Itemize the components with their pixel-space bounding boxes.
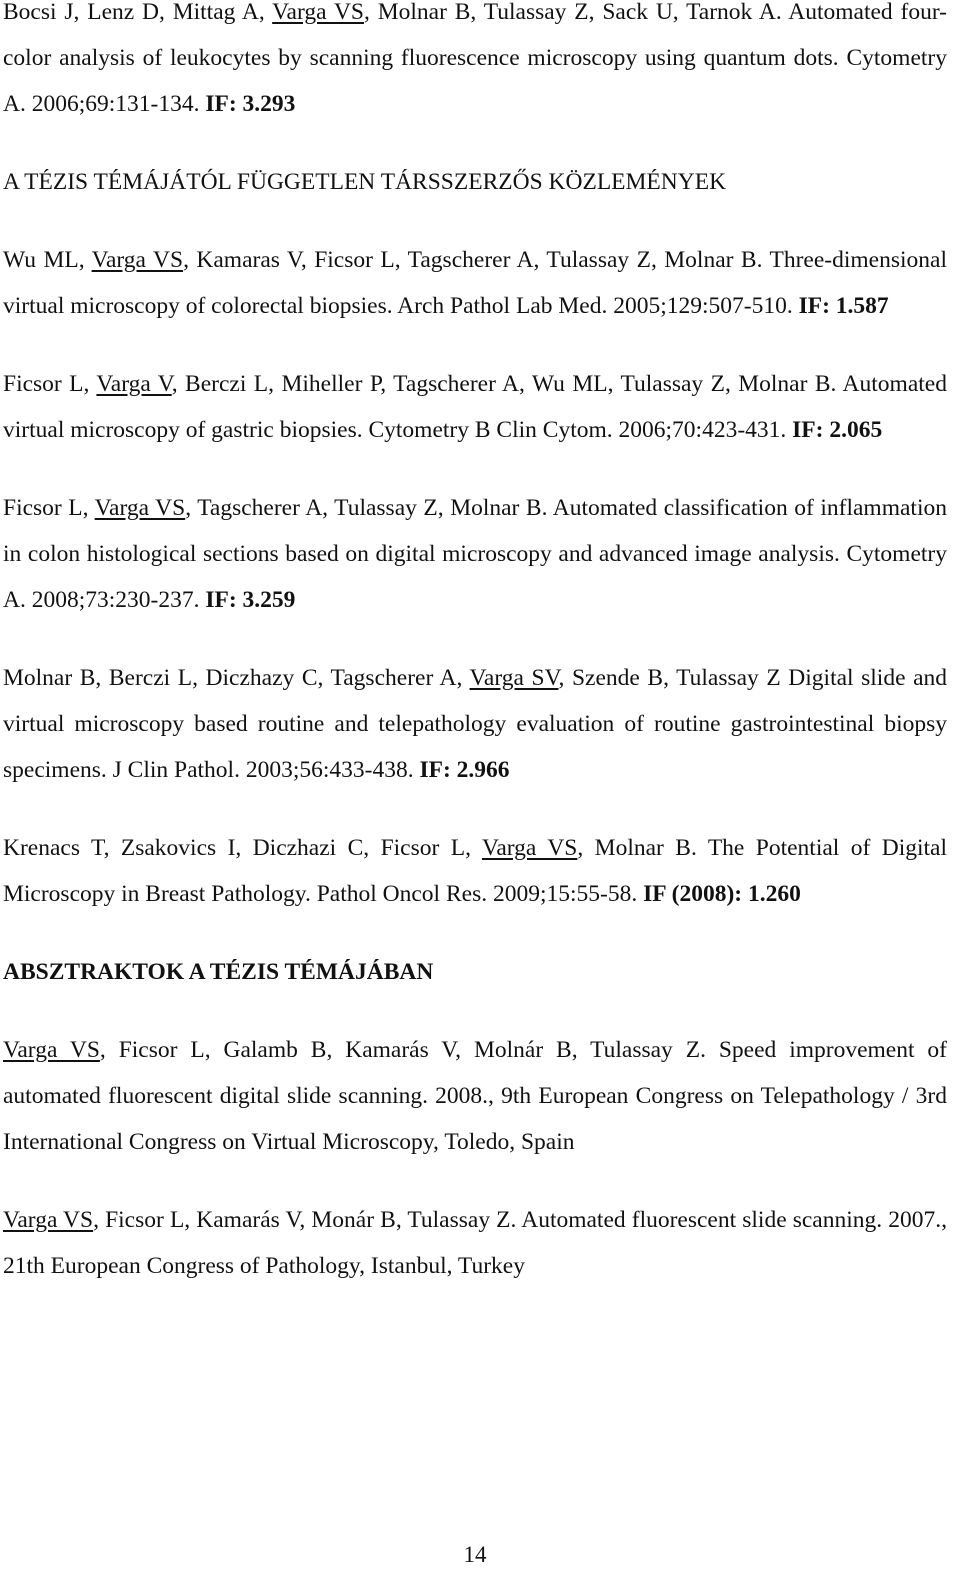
reference-ficsor-2006: Ficsor L, Varga V, Berczi L, Miheller P, Tagscherer A, Wu ML, Tulassay Z, Molnar B. Automated virtual microscopy of gastric biopsies. Cytometry B Clin Cytom. 2006;70:423-431. IF: 2.065 xyxy=(3,371,947,443)
author-highlight: Varga VS xyxy=(3,1037,100,1063)
author-highlight: Varga VS xyxy=(272,0,365,25)
reference-molnar-2003: Molnar B, Berczi L, Diczhazy C, Tagscherer A, Varga SV, Szende B, Tulassay Z Digital slide and virtual microscopy based routine and telepathology evaluation of routine gastrointestinal biopsy specimens. J Clin Pathol. 2003;56:433-438. IF: 2.966 xyxy=(3,665,948,783)
impact-factor: IF: 2.065 xyxy=(792,417,883,443)
abstract-varga-2008: Varga VS, Ficsor L, Galamb B, Kamarás V, Molnár B, Tulassay Z. Speed improvement of automated fluorescent digital slide scanning. 2008., 9th European Congress on Telepathology / 3rd International Congress on Virtual Microscopy, Toledo, Spain xyxy=(3,1037,947,1155)
author-highlight: Varga VS xyxy=(481,835,578,861)
impact-factor: IF: 3.259 xyxy=(205,587,296,613)
author-highlight: Varga VS xyxy=(94,495,186,521)
reference-wu-2005: Wu ML, Varga VS, Kamaras V, Ficsor L, Tagscherer A, Tulassay Z, Molnar B. Three-dimensional virtual microscopy of colorectal biopsies. Arch Pathol Lab Med. 2005;129:507-510. IF: 1.587 xyxy=(3,247,947,319)
author-highlight: Varga SV xyxy=(469,665,559,691)
author-highlight: Varga V xyxy=(96,371,172,397)
impact-factor: IF: 2.966 xyxy=(419,757,510,783)
page-number: 14 xyxy=(463,1542,487,1567)
reference-ficsor-2008: Ficsor L, Varga VS, Tagscherer A, Tulassay Z, Molnar B. Automated classification of inflammation in colon histological sections based on digital microscopy and advanced image analysis. Cytometry A. 2008;73:230-237. IF: 3.259 xyxy=(3,495,947,613)
author-highlight: Varga VS xyxy=(3,1207,94,1233)
section-heading-independent: A TÉZIS TÉMÁJÁTÓL FÜGGETLEN TÁRSSZERZŐS KÖZLEMÉNYEK xyxy=(3,169,727,195)
impact-factor: IF: 1.587 xyxy=(798,293,889,319)
reference-krenacs-2009: Krenacs T, Zsakovics I, Diczhazi C, Ficsor L, Varga VS, Molnar B. The Potential of Digital Microscopy in Breast Pathology. Pathol Oncol Res. 2009;15:55-58. IF (2008): 1.260 xyxy=(3,835,947,907)
abstract-varga-2007: Varga VS, Ficsor L, Kamarás V, Monár B, Tulassay Z. Automated fluorescent slide scanning. 2007., 21th European Congress of Pathology, Istanbul, Turkey xyxy=(3,1207,947,1279)
document-page xyxy=(3,0,947,1321)
reference-bocsi-2006: Bocsi J, Lenz D, Mittag A, Varga VS, Molnar B, Tulassay Z, Sack U, Tarnok A. Automated four-color analysis of leukocytes by scanning fluorescence microscopy using quantum dots. Cytometry A. 2006;69:131-134. IF: 3.293 xyxy=(3,0,947,117)
impact-factor: IF: 3.293 xyxy=(205,91,296,117)
impact-factor: IF (2008): 1.260 xyxy=(643,881,801,907)
author-highlight: Varga VS xyxy=(91,247,184,273)
section-heading-abstracts: ABSZTRAKTOK A TÉZIS TÉMÁJÁBAN xyxy=(3,959,434,985)
